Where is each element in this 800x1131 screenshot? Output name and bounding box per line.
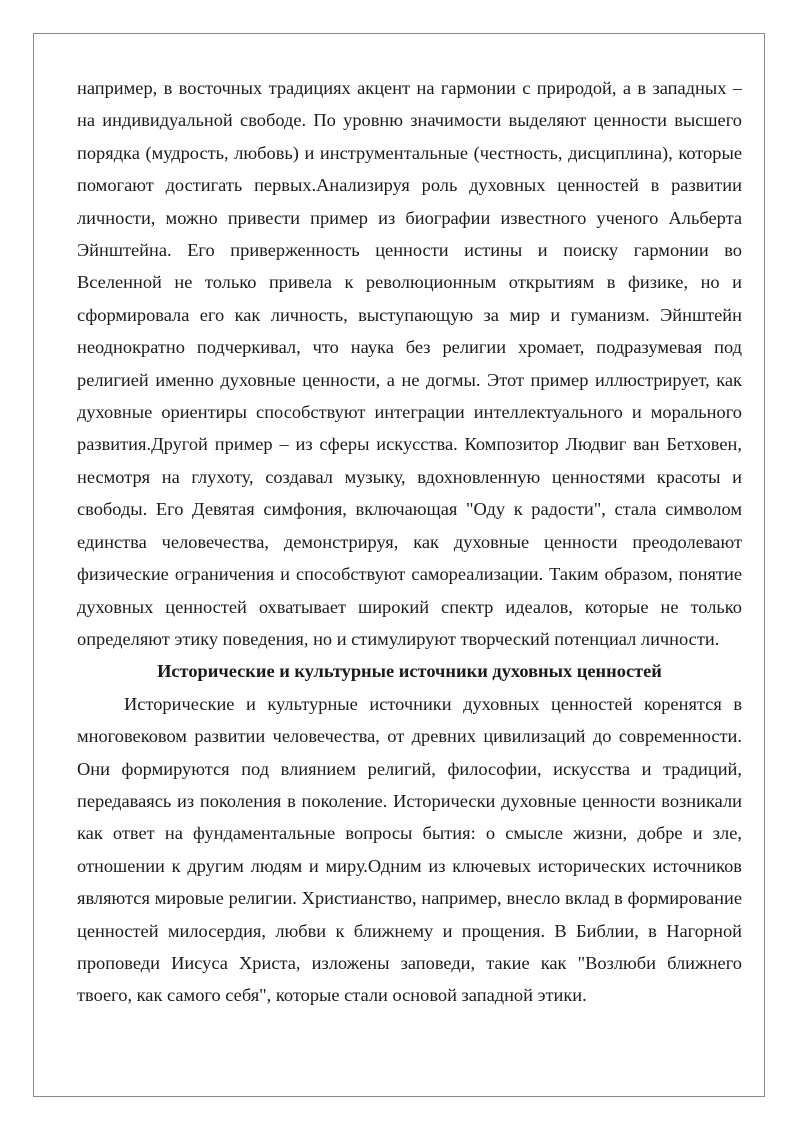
section-heading: Исторические и культурные источники духовных ценностей [157,661,662,682]
body-paragraph-2: Исторические и культурные источники духовных ценностей коренятся в многовековом развитии человечества, от древних цивилизаций до современности. Они формируются под влиянием религий, философии, искусства и традиций, передаваясь из поколения в поколение. Исторически духовные ценности возникали как ответ на фундаментальные вопросы бытия: о смысле жизни, добре и зле, отношении к другим людям и миру.Одним из ключевых исторических источников являются мировые религии. Христианство, например, внесло вклад в формирование ценностей милосердия, любви к ближнему и прощения. В Библии, в Нагорной проповеди Иисуса Христа, изложены заповеди, такие как "Возлюби ближнего твоего, как самого себя", которые стали основой западной этики. [77,693,742,1006]
document-body [77,72,742,1012]
body-paragraph: например, в восточных традициях акцент на гармонии с природой, а в западных – на индивидуальной свободе. По уровню значимости выделяют ценности высшего порядка (мудрость, любовь) и инструментальные (честность, дисциплина), которые помогают достигать первых.Анализируя роль духовных ценностей в развитии личности, можно привести пример из биографии известного ученого Альберта Эйнштейна. Его приверженность ценности истины и поиску гармонии во Вселенной не только привела к революционным открытиям в физике, но и сформировала его как личность, выступающую за мир и гуманизм. Эйнштейн неоднократно подчеркивал, что наука без религии хромает, подразумевая под религией именно духовные ценности, а не догмы. Этот пример иллюстрирует, как духовные ориентиры способствуют интеграции интеллектуального и морального развития.Другой пример – из сферы искусства. Композитор Людвиг ван Бетховен, несмотря на глухоту, создавал музыку, вдохновленную ценностями красоты и свободы. Его Девятая симфония, включающая "Оду к радости", стала символом единства человечества, демонстрируя, как духовные ценности преодолевают физические ограничения и способствуют самореализации. Таким образом, понятие духовных ценностей охватывает широкий спектр идеалов, которые не только определяют этику поведения, но и стимулируют творческий потенциал личности. [77,78,742,649]
